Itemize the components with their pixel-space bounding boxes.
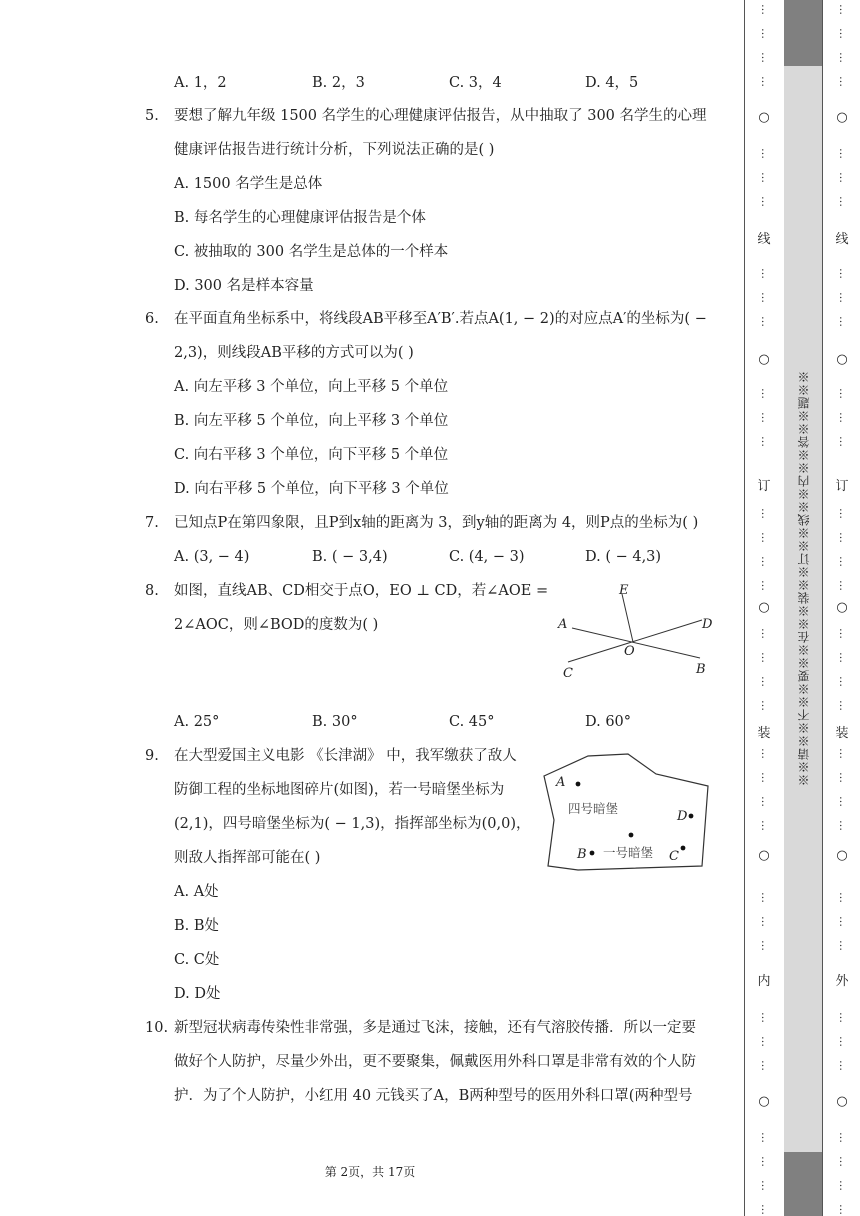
- dot-leader: …: [837, 1156, 850, 1167]
- label-o: O: [624, 644, 635, 659]
- dot-leader: …: [759, 172, 772, 183]
- dot-leader: …: [759, 748, 772, 759]
- q6-line-1: 在平面直角坐标系中，将线段AB平移至A′B′.若点A(1, − 2)的对应点A′的坐标为( −: [174, 311, 707, 327]
- q6-option-b: B. 向左平移 5 个单位，向上平移 3 个单位: [174, 413, 449, 429]
- label-c: C: [563, 666, 573, 681]
- dot-leader: …: [759, 556, 772, 567]
- point-b: [590, 851, 595, 856]
- q9-line-2: 防御工程的坐标地图碎片(如图)，若一号暗堡坐标为: [174, 782, 505, 798]
- inner-circle-3: ○: [758, 600, 770, 615]
- point-d: [689, 814, 694, 819]
- q7-option-d: D. ( − 4,3): [585, 549, 662, 565]
- map-label-b: B: [577, 847, 587, 862]
- q9-option-d: D. D处: [174, 986, 221, 1002]
- binding-strip: [744, 0, 860, 1216]
- dot-leader: …: [759, 940, 772, 951]
- q4-option-d: D. 4，5: [585, 75, 639, 91]
- dot-leader: …: [759, 76, 772, 87]
- outer-circle-5: ○: [836, 1094, 848, 1109]
- dot-leader: …: [837, 388, 850, 399]
- q9-option-a: A. A处: [174, 884, 219, 900]
- dot-leader: …: [837, 268, 850, 279]
- dot-leader: …: [837, 292, 850, 303]
- dot-leader: …: [759, 148, 772, 159]
- inner-word-bind: 装: [757, 726, 771, 741]
- dot-leader: …: [837, 628, 850, 639]
- dot-leader: …: [759, 388, 772, 399]
- outer-circle-3: ○: [836, 600, 848, 615]
- dot-leader: …: [837, 4, 850, 15]
- q8-figure: [550, 580, 720, 685]
- dot-leader: …: [759, 412, 772, 423]
- dot-leader: …: [759, 1060, 772, 1071]
- q10-line-2: 做好个人防护，尽量少外出，更不要聚集，佩戴医用外科口罩是非常有效的个人防: [174, 1054, 696, 1070]
- dot-leader: …: [837, 532, 850, 543]
- q4-option-c: C. 3，4: [449, 75, 502, 91]
- line-ab: [572, 628, 700, 658]
- q6-option-c: C. 向右平移 3 个单位，向下平移 5 个单位: [174, 447, 449, 463]
- q4-option-a: A. 1，2: [174, 75, 227, 91]
- dot-leader: …: [837, 772, 850, 783]
- q5-option-b: B. 每名学生的心理健康评估报告是个体: [174, 210, 426, 226]
- dot-leader: …: [759, 4, 772, 15]
- q9-map-figure: [538, 748, 718, 878]
- line-cd: [568, 620, 702, 662]
- q7-option-a: A. (3, − 4): [174, 549, 250, 565]
- dot-leader: …: [837, 196, 850, 207]
- dot-leader: …: [759, 1204, 772, 1215]
- q9-number: 9.: [145, 748, 159, 764]
- dot-leader: …: [837, 1132, 850, 1143]
- point-a: [576, 782, 581, 787]
- dot-leader: …: [759, 676, 772, 687]
- dot-leader: …: [759, 196, 772, 207]
- q10-line-1: 新型冠状病毒传染性非常强，多是通过飞沫，接触，还有气溶胶传播．所以一定要: [174, 1020, 696, 1036]
- dot-leader: …: [837, 796, 850, 807]
- dot-leader: …: [837, 436, 850, 447]
- map-label-bunker-4: 四号暗堡: [568, 801, 619, 816]
- q7-option-b: B. ( − 3,4): [312, 549, 388, 565]
- q5-option-a: A. 1500 名学生是总体: [174, 176, 323, 192]
- q9-option-b: B. B处: [174, 918, 220, 934]
- q7-line-1: 已知点P在第四象限，且P到x轴的距离为 3，到y轴的距离为 4，则P点的坐标为( ): [174, 515, 699, 531]
- q5-option-d: D. 300 名是样本容量: [174, 278, 314, 294]
- q8-line-1: 如图，直线AB、CD相交于点O，EO ⊥ CD，若∠AOE =: [174, 583, 549, 599]
- outer-circle-4: ○: [836, 848, 848, 863]
- label-d: D: [702, 617, 713, 632]
- q8-option-b: B. 30°: [312, 714, 358, 730]
- label-e: E: [619, 583, 629, 598]
- dot-leader: …: [759, 652, 772, 663]
- dot-leader: …: [759, 52, 772, 63]
- map-label-d: D: [677, 809, 688, 824]
- q5-number: 5.: [145, 108, 159, 124]
- dot-leader: …: [759, 268, 772, 279]
- dot-leader: …: [759, 28, 772, 39]
- dot-leader: …: [759, 796, 772, 807]
- q8-option-a: A. 25°: [174, 714, 220, 730]
- q8-number: 8.: [145, 583, 159, 599]
- inner-circle-2: ○: [758, 352, 770, 367]
- q9-line-4: 则敌人指挥部可能在( ): [174, 850, 321, 866]
- dot-leader: …: [837, 1060, 850, 1071]
- q8-option-d: D. 60°: [585, 714, 632, 730]
- inner-word-inside: 内: [757, 974, 771, 989]
- label-a: A: [558, 617, 568, 632]
- dot-leader: …: [837, 748, 850, 759]
- dot-leader: …: [759, 820, 772, 831]
- dot-leader: …: [759, 1036, 772, 1047]
- dot-leader: …: [759, 1180, 772, 1191]
- dot-leader: …: [837, 892, 850, 903]
- page-footer: 第 2页，共 17页: [324, 1165, 416, 1179]
- binding-gray-bottom: [784, 1152, 822, 1216]
- inner-circle-1: ○: [758, 110, 770, 125]
- dot-leader: …: [759, 1132, 772, 1143]
- dot-leader: …: [759, 292, 772, 303]
- q9-line-1: 在大型爱国主义电影 《长津湖》 中，我军缴获了敌人: [174, 748, 517, 764]
- outer-word-order: 订: [835, 479, 849, 494]
- dot-leader: …: [759, 772, 772, 783]
- outer-circle-2: ○: [836, 352, 848, 367]
- dot-leader: …: [837, 1180, 850, 1191]
- dot-leader: …: [837, 580, 850, 591]
- q10-number: 10.: [145, 1020, 169, 1036]
- outer-word-bind: 装: [835, 726, 849, 741]
- dot-leader: …: [837, 916, 850, 927]
- dot-leader: …: [837, 556, 850, 567]
- dot-leader: …: [759, 700, 772, 711]
- dot-leader: …: [759, 436, 772, 447]
- dot-leader: …: [837, 820, 850, 831]
- dot-leader: …: [759, 628, 772, 639]
- binding-border-right: [822, 0, 823, 1216]
- q6-line-2: 2,3)，则线段AB平移的方式可以为( ): [174, 345, 414, 361]
- dot-leader: …: [759, 508, 772, 519]
- inner-word-order: 订: [757, 479, 771, 494]
- q4-option-b: B. 2，3: [312, 75, 365, 91]
- q6-number: 6.: [145, 311, 159, 327]
- q7-option-c: C. (4, − 3): [449, 549, 525, 565]
- map-label-a: A: [556, 775, 566, 790]
- outer-word-outside: 外: [835, 974, 849, 989]
- dot-leader: …: [837, 508, 850, 519]
- q5-option-c: C. 被抽取的 300 名学生是总体的一个样本: [174, 244, 449, 260]
- dot-leader: …: [837, 1204, 850, 1215]
- dot-leader: …: [837, 940, 850, 951]
- q6-option-d: D. 向右平移 5 个单位，向下平移 3 个单位: [174, 481, 449, 497]
- ray-oe: [622, 594, 633, 642]
- map-label-c: C: [669, 849, 679, 864]
- q8-option-c: C. 45°: [449, 714, 495, 730]
- dot-leader: …: [837, 1012, 850, 1023]
- dot-leader: …: [837, 52, 850, 63]
- inner-circle-4: ○: [758, 848, 770, 863]
- q7-number: 7.: [145, 515, 159, 531]
- dot-leader: …: [837, 412, 850, 423]
- dot-leader: …: [759, 1012, 772, 1023]
- dot-leader: …: [759, 892, 772, 903]
- dot-leader: …: [837, 676, 850, 687]
- dot-leader: …: [837, 700, 850, 711]
- dot-leader: …: [759, 316, 772, 327]
- q6-option-a: A. 向左平移 3 个单位，向上平移 5 个单位: [174, 379, 449, 395]
- point-bunker-1: [629, 833, 634, 838]
- outer-word-line: 线: [835, 232, 849, 247]
- point-c: [681, 846, 686, 851]
- inner-word-line: 线: [757, 232, 771, 247]
- dot-leader: …: [837, 28, 850, 39]
- dot-leader: …: [837, 652, 850, 663]
- label-b: B: [696, 662, 706, 677]
- q9-option-c: C. C处: [174, 952, 220, 968]
- q9-line-3: (2,1)，四号暗堡坐标为( − 1,3)，指挥部坐标为(0,0)，: [174, 816, 531, 832]
- binding-gray-top: [784, 0, 822, 66]
- dot-leader: …: [837, 76, 850, 87]
- dot-leader: …: [759, 916, 772, 927]
- dot-leader: …: [759, 1156, 772, 1167]
- dot-leader: …: [759, 532, 772, 543]
- binding-warning: ※※请※※不※※要※※在※※装※※订※※线※※内※※答※※题※※: [797, 370, 811, 786]
- inner-circle-5: ○: [758, 1094, 770, 1109]
- q8-line-2: 2∠AOC，则∠BOD的度数为( ): [174, 617, 379, 633]
- outer-circle-1: ○: [836, 110, 848, 125]
- dot-leader: …: [837, 1036, 850, 1047]
- binding-border-left: [744, 0, 745, 1216]
- q10-line-3: 护．为了个人防护，小红用 40 元钱买了A，B两种型号的医用外科口罩(两种型号: [174, 1088, 693, 1104]
- map-label-bunker-1: 一号暗堡: [603, 845, 654, 860]
- dot-leader: …: [837, 316, 850, 327]
- dot-leader: …: [759, 580, 772, 591]
- q5-line-1: 要想了解九年级 1500 名学生的心理健康评估报告，从中抽取了 300 名学生的心理: [174, 108, 707, 124]
- dot-leader: …: [837, 172, 850, 183]
- dot-leader: …: [837, 148, 850, 159]
- q5-line-2: 健康评估报告进行统计分析，下列说法正确的是( ): [174, 142, 495, 158]
